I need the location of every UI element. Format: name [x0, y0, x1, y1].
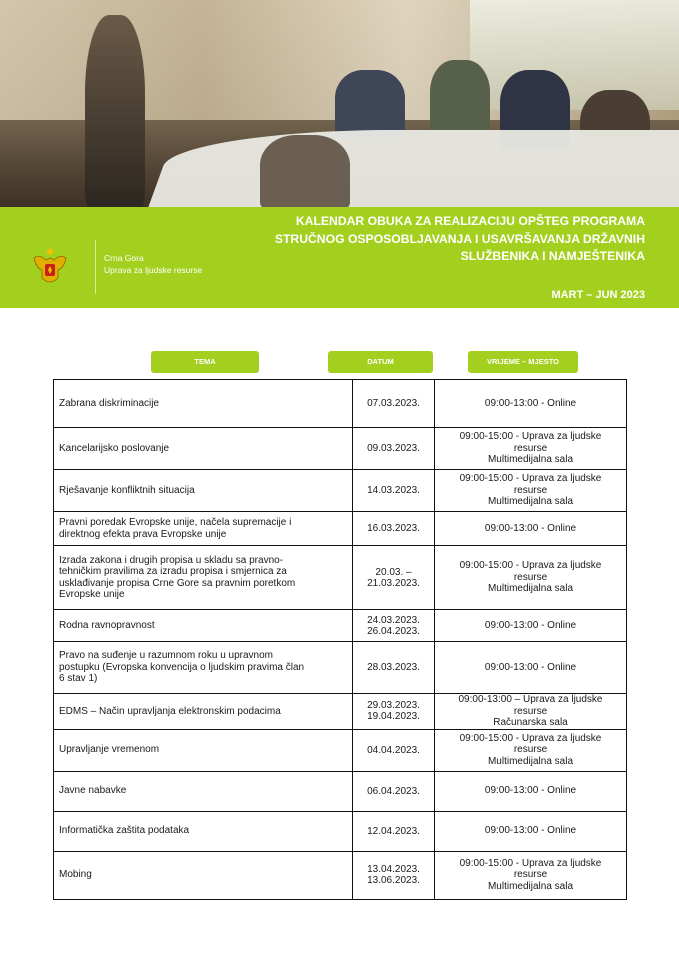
- training-time-place: [435, 851, 627, 899]
- training-topic: [54, 512, 353, 546]
- table-row: [54, 811, 627, 851]
- training-time-place-line: Multimedijalna sala: [487, 755, 574, 767]
- training-time-place-line: resurse: [513, 705, 548, 717]
- training-time-place: [435, 470, 627, 512]
- training-time-place-line: 09:00-13:00 - Online: [484, 397, 577, 409]
- column-header-vrijeme: VRIJEME – MJESTO: [468, 351, 578, 373]
- training-topic-line: 6 stav 1): [59, 673, 98, 685]
- training-time-place-line: 09:00-15:00 - Uprava za ljudske: [459, 560, 602, 572]
- training-topic: [54, 610, 353, 642]
- training-time-place: [435, 771, 627, 811]
- training-time-place-line: 09:00-13:00 - Online: [484, 825, 577, 837]
- training-time-place-line: Multimedijalna sala: [487, 496, 574, 508]
- training-topic-line: Javne nabavke: [59, 785, 127, 797]
- table-row: [54, 512, 627, 546]
- training-date-line: 19.04.2023.: [367, 711, 420, 723]
- training-topic: [54, 729, 353, 771]
- training-date-line: 13.06.2023.: [367, 875, 420, 886]
- training-time-place-line: 09:00-13:00 - Online: [484, 661, 577, 673]
- training-topic: [54, 811, 353, 851]
- training-topic: [54, 642, 353, 694]
- training-date-line: 16.03.2023.: [367, 523, 420, 534]
- training-time-place-line: resurse: [513, 484, 548, 496]
- training-date-line: 04.04.2023.: [367, 744, 420, 756]
- training-date: [353, 610, 435, 642]
- title-line: STRUČNOG OSPOSOBLJAVANJA I USAVRŠAVANJA DRŽAVNIH: [274, 231, 645, 246]
- training-date: [353, 851, 435, 899]
- training-date-line: 28.03.2023.: [367, 662, 420, 673]
- table-row: [54, 729, 627, 771]
- training-time-place: [435, 546, 627, 610]
- photo-attendee: [260, 135, 350, 210]
- org-agency: Uprava za ljudske resurse: [104, 265, 203, 275]
- training-topic: [54, 771, 353, 811]
- training-topic: [54, 851, 353, 899]
- table-row: [54, 428, 627, 470]
- table-row: [54, 546, 627, 610]
- training-topic-line: Rodna ravnopravnost: [59, 619, 155, 631]
- training-date-line: 07.03.2023.: [367, 398, 420, 409]
- training-time-place: [435, 729, 627, 771]
- table-row: [54, 470, 627, 512]
- training-time-place-line: 09:00-15:00 - Uprava za ljudske: [459, 473, 602, 485]
- organization-name: [104, 252, 202, 276]
- table-row: [54, 642, 627, 694]
- training-time-place: [435, 642, 627, 694]
- column-header-datum: DATUM: [328, 351, 433, 373]
- document-title: [205, 213, 645, 266]
- training-topic-line: Informatička zaštita podataka: [59, 825, 190, 837]
- training-topic: [54, 428, 353, 470]
- training-time-place-line: resurse: [513, 744, 548, 756]
- training-date-line: 06.04.2023.: [367, 785, 420, 797]
- training-topic-line: direktnog efekta prava Evropske unije: [59, 528, 227, 540]
- training-time-place-line: Multimedijalna sala: [487, 880, 574, 892]
- training-time-place-line: resurse: [513, 442, 548, 454]
- training-date-line: 09.03.2023.: [367, 443, 420, 454]
- training-date-line: 12.04.2023.: [367, 825, 420, 837]
- training-date: [353, 642, 435, 694]
- training-topic-line: usklađivanje propisa Crne Gore sa pravnim poretkom: [59, 577, 296, 589]
- schedule-table: [53, 379, 627, 900]
- training-time-place-line: 09:00-13:00 - Online: [484, 785, 577, 797]
- org-country: Crna Gora: [104, 253, 144, 263]
- training-time-place: [435, 380, 627, 428]
- training-time-place-line: 09:00-15:00 - Uprava za ljudske: [459, 431, 602, 443]
- training-time-place: [435, 428, 627, 470]
- training-topic: [54, 470, 353, 512]
- training-topic: [54, 546, 353, 610]
- training-topic-line: Pravo na suđenje u razumnom roku u upravnom: [59, 650, 274, 662]
- training-topic-line: EDMS – Način upravljanja elektronskim podacima: [59, 705, 281, 717]
- logo-divider: [95, 240, 96, 294]
- training-time-place: [435, 512, 627, 546]
- photo-table: [144, 130, 679, 210]
- table-row: [54, 694, 627, 730]
- training-time-place-line: 09:00-13:00 – Uprava za ljudske: [458, 694, 603, 705]
- training-time-place-line: Multimedijalna sala: [487, 583, 574, 595]
- training-time-place-line: resurse: [513, 869, 548, 881]
- training-topic-line: Pravni poredak Evropske unije, načela supremacije i: [59, 517, 292, 528]
- training-time-place-line: 09:00-15:00 - Uprava za ljudske: [459, 857, 602, 869]
- training-date-line: 26.04.2023.: [367, 625, 420, 637]
- training-time-place-line: Računarska sala: [493, 717, 568, 728]
- training-time-place-line: 09:00-13:00 - Online: [484, 522, 577, 534]
- training-date: [353, 470, 435, 512]
- photo-attendee: [430, 60, 490, 140]
- training-date: [353, 380, 435, 428]
- training-time-place: [435, 694, 627, 730]
- training-date: [353, 546, 435, 610]
- schedule-body: [54, 380, 627, 900]
- training-time-place-line: 09:00-15:00 - Uprava za ljudske: [459, 732, 602, 744]
- period-label: MART – JUN 2023: [551, 289, 645, 301]
- training-topic: [54, 694, 353, 730]
- coat-of-arms-icon: [30, 246, 70, 290]
- training-topic-line: Mobing: [59, 869, 92, 881]
- training-date-line: 29.03.2023.: [367, 700, 420, 712]
- training-topic: [54, 380, 353, 428]
- training-date: [353, 428, 435, 470]
- training-date-line: 14.03.2023.: [367, 485, 420, 496]
- photo-presenter: [85, 15, 145, 210]
- title-line: SLUŽBENIKA I NAMJEŠTENIKA: [460, 249, 645, 263]
- column-header-tema: TEMA: [151, 351, 259, 373]
- training-topic-line: Kancelarijsko poslovanje: [59, 442, 170, 454]
- training-topic-line: Zabrana diskriminacije: [59, 397, 160, 409]
- training-date: [353, 811, 435, 851]
- training-date-line: 24.03.2023.: [367, 614, 420, 626]
- training-time-place-line: 09:00-13:00 - Online: [484, 619, 577, 631]
- training-time-place: [435, 610, 627, 642]
- table-row: [54, 380, 627, 428]
- training-date: [353, 771, 435, 811]
- training-time-place-line: resurse: [513, 571, 548, 583]
- training-date: [353, 729, 435, 771]
- title-line: KALENDAR OBUKA ZA REALIZACIJU OPŠTEG PROGRAMA: [295, 214, 645, 228]
- training-topic-line: Rješavanje konfliktnih situacija: [59, 484, 195, 496]
- training-date-line: 21.03.2023.: [367, 577, 420, 589]
- training-topic-line: postupku (Evropska konvencija o ljudskim pravima član: [59, 661, 305, 673]
- training-topic-line: Evropske unije: [59, 589, 125, 600]
- training-date: [353, 512, 435, 546]
- training-topic-line: Izrada zakona i drugih propisa u skladu sa pravno-: [59, 554, 284, 566]
- training-time-place: [435, 811, 627, 851]
- training-time-place-line: Multimedijalna sala: [487, 454, 574, 466]
- training-date-line: 20.03. –: [375, 566, 412, 578]
- table-row: [54, 771, 627, 811]
- header-photo: [0, 0, 679, 210]
- table-row: [54, 851, 627, 899]
- table-row: [54, 610, 627, 642]
- training-topic-line: tehničkim pravilima za izradu propisa i smjernica za: [59, 566, 287, 577]
- training-topic-line: Upravljanje vremenom: [59, 744, 160, 756]
- training-date: [353, 694, 435, 730]
- training-date-line: 13.04.2023.: [367, 864, 420, 875]
